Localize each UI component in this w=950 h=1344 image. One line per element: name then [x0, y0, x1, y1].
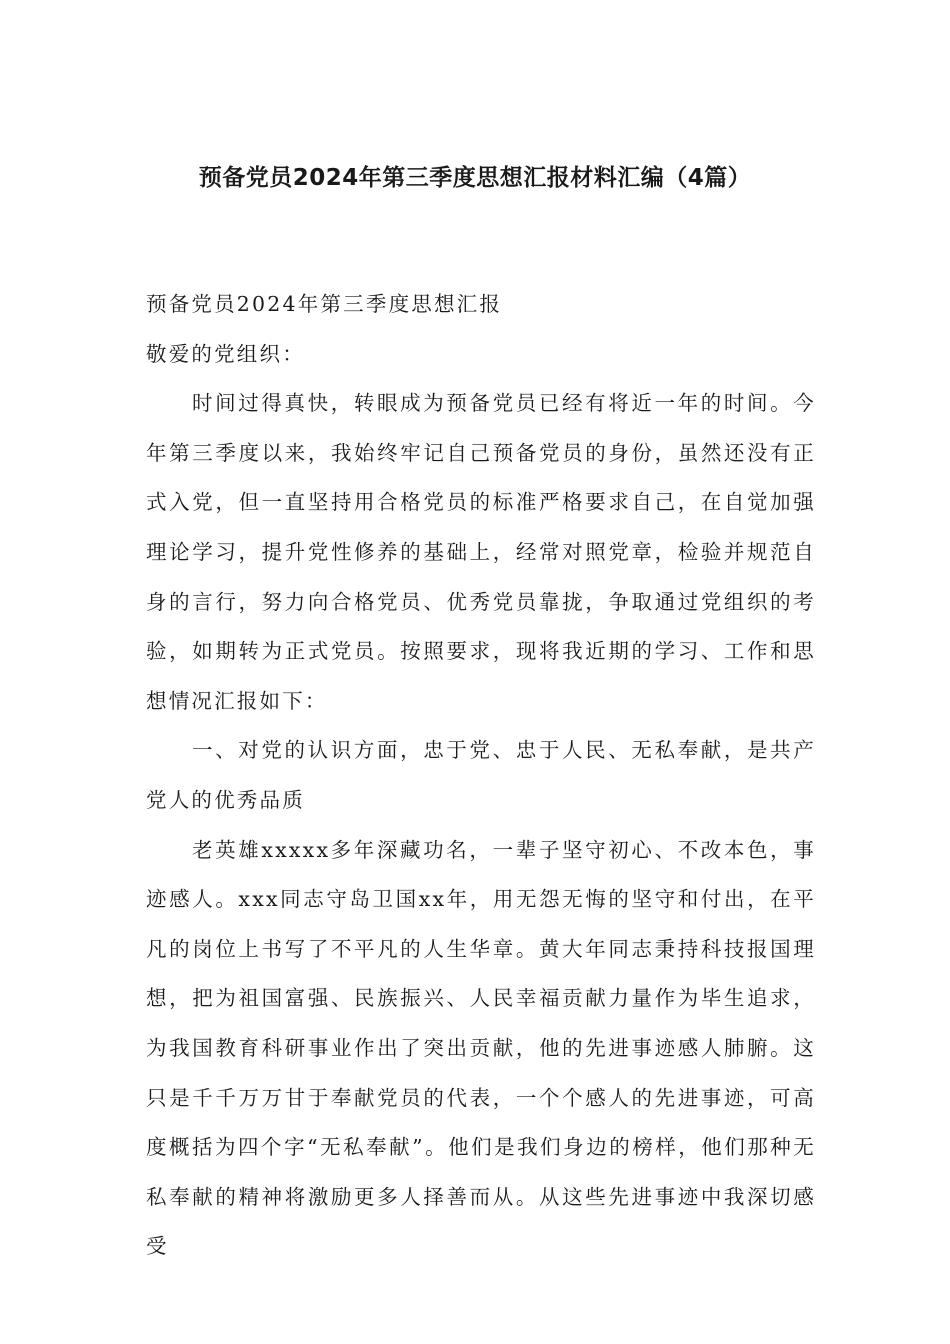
- salutation: 敬爱的党组织：: [146, 341, 305, 366]
- paragraph-intro: 时间过得真快，转眼成为预备党员已经有将近一年的时间。今年第三季度以来，我始终牢记自己预备党员的身份，虽然还没有正式入党，但一直坚持用合格党员的标准严格要求自己，在自觉加强理论学习，提升党性修养的基础上，经常对照党章，检验并规范自身的言行，努力向合格党员、优秀党员靠拢，争取通过党组织的考验，如期转为正式党员。按照要求，现将我近期的学习、工作和思想情况汇报如下：: [146, 391, 816, 713]
- paragraph-examples: 老英雄xxxxx多年深藏功名，一辈子坚守初心、不改本色，事迹感人。xxx同志守岛卫国xx年，用无怨无悔的坚守和付出，在平凡的岗位上书写了不平凡的人生华章。黄大年同志秉持科技报国理想，把为祖国富强、民族振兴、人民幸福贡献力量作为毕生追求，为我国教育科研事业作出了突出贡献，他的先进事迹感人肺腑。这只是千千万万甘于奉献党员的代表，一个个感人的先进事迹，可高度概括为四个字“无私奉献”。他们是我们身边的榜样，他们那种无私奉献的精神将激励更多人择善而从。从这些先进事迹中我深切感受: [146, 837, 816, 1259]
- document-title: 预备党员2024年第三季度思想汇报材料汇编（4篇）: [198, 165, 752, 191]
- section-heading: 一、对党的认识方面，忠于党、忠于人民、无私奉献，是共产党人的优秀品质: [146, 738, 816, 812]
- document-body: [146, 280, 816, 1272]
- section-subtitle: 预备党员2024年第三季度思想汇报: [146, 292, 503, 316]
